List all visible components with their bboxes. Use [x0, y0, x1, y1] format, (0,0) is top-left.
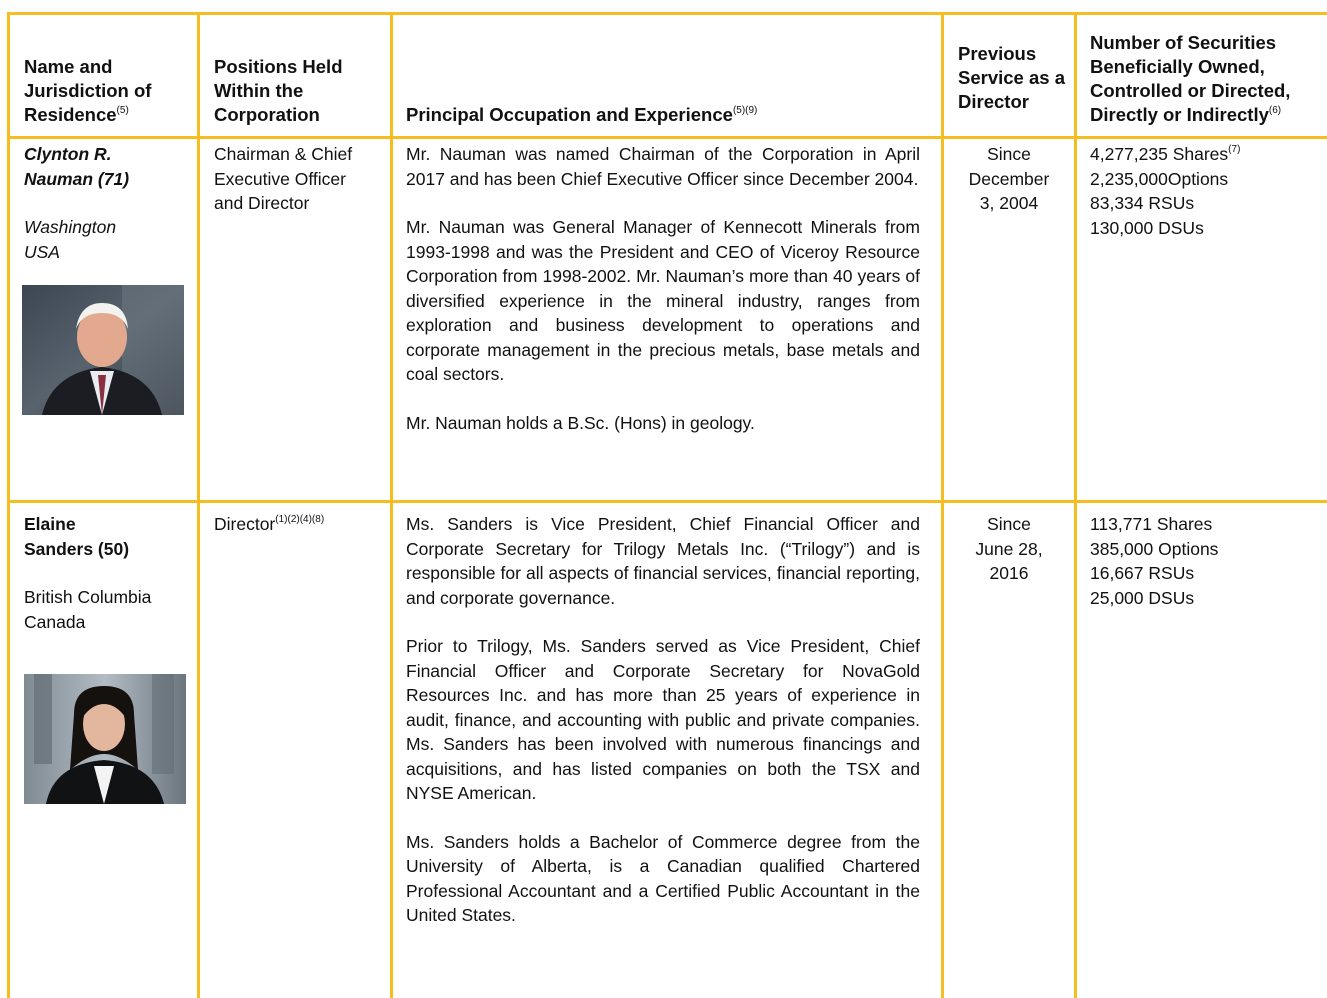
occupation-paragraph: Mr. Nauman holds a B.Sc. (Hons) in geology.: [406, 412, 755, 433]
director-securities: [1090, 512, 1325, 610]
director-photo: [24, 674, 186, 804]
securities-line: 2,235,000Options: [1090, 168, 1229, 189]
header-positions: Positions Held Within the Corporation: [214, 56, 343, 125]
director-photo: [22, 285, 184, 415]
director-residence: Washington USA: [24, 217, 117, 262]
occupation-paragraph: Ms. Sanders holds a Bachelor of Commerce degree from the University of Alberta, is a Canadian qualified Chartered Professional Accountant and a Certified Public Accountant in the United States.: [406, 831, 920, 925]
column-border: [1074, 12, 1077, 998]
occupation-paragraph: Ms. Sanders is Vice President, Chief Financial Officer and Corporate Secretary for Trilogy Metals Inc. (“Trilogy”) and is responsible for all aspects of financial services, financial reporting, and corporate governance.: [406, 514, 920, 608]
header-bottom-border: [7, 136, 1327, 139]
securities-line: 4,277,235 Shares$^{(7)}$: [1090, 144, 1241, 164]
director-name: Elaine Sanders (50): [24, 514, 130, 559]
director-name-cell: [24, 512, 192, 634]
header-previous-service: Previous Service as a Director: [958, 43, 1065, 112]
row-divider: [7, 500, 1327, 503]
column-border-left: [7, 12, 10, 998]
securities-line: 16,667 RSUs: [1090, 563, 1195, 583]
securities-line: 83,334 RSUs: [1090, 193, 1195, 213]
header-securities: Number of Securities Beneficially Owned, Controlled or Directed, Directly or Indirectly$^{(6)}$: [1090, 32, 1291, 125]
table-top-border: [7, 12, 1327, 15]
header-occupation: Principal Occupation and Experience$^{(5)(9)}$: [406, 104, 758, 125]
director-previous-service: Since December 3, 2004: [968, 144, 1050, 213]
securities-line: 385,000 Options: [1090, 538, 1219, 559]
director-previous-service: Since June 28, 2016: [975, 514, 1043, 583]
securities-line: 25,000 DSUs: [1090, 587, 1195, 608]
director-name-cell: [24, 142, 192, 264]
column-border: [197, 12, 200, 998]
securities-line: 113,771 Shares: [1090, 514, 1213, 534]
director-securities: [1090, 142, 1325, 240]
director-occupation: [406, 142, 920, 435]
header-name-jurisdiction: Name and Jurisdiction of Residence$^{(5)}$: [24, 56, 152, 125]
occupation-paragraph: Mr. Nauman was General Manager of Kennecott Minerals from 1993-1998 and was the President and CEO of Viceroy Resource Corporation from 1998-2002. Mr. Nauman’s more than 40 years of diversified experience in the mineral industry, ranges from exploration and business development to operations and corporate management in the precious metals, base metals and coal sectors.: [406, 217, 920, 384]
director-position: Chairman & Chief Executive Officer and Director: [214, 144, 353, 213]
director-position: Director$^{(1)(2)(4)(8)}$: [214, 514, 325, 534]
director-residence: British Columbia Canada: [24, 587, 152, 632]
director-name: Clynton R. Nauman (71): [24, 144, 130, 189]
director-occupation: [406, 512, 920, 928]
occupation-paragraph: Prior to Trilogy, Ms. Sanders served as Vice President, Chief Financial Officer and Corporate Secretary for NovaGold Resources Inc. and has more than 25 years of experience in audit, finance, and accounting with public and private companies. Ms. Sanders has been involved with numerous financings and acquisitions, and has listed companies on both the TSX and NYSE American.: [406, 636, 920, 803]
column-border: [390, 12, 393, 998]
securities-line: 130,000 DSUs: [1090, 217, 1204, 238]
occupation-paragraph: Mr. Nauman was named Chairman of the Corporation in April 2017 and has been Chief Executive Officer since December 2004.: [406, 144, 920, 189]
